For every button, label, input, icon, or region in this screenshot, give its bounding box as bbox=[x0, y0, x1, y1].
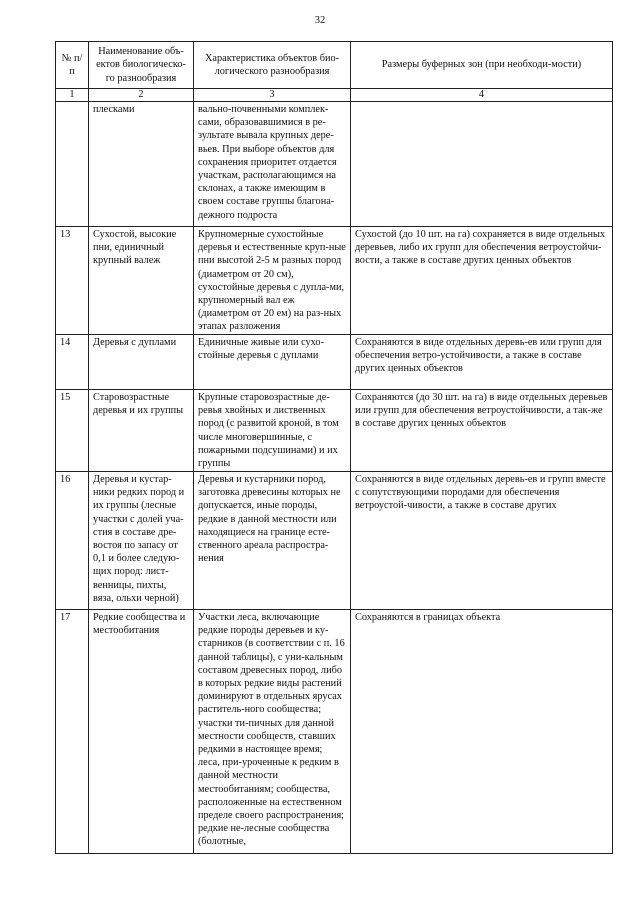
row-number bbox=[56, 102, 89, 227]
row-buffer-zone: Сохраняются (до 30 шт. на га) в виде отдельных деревьев или групп для обеспечения ветроустойчивости, а так-же в составе других ценных объектов bbox=[351, 390, 613, 472]
table-row bbox=[56, 390, 613, 472]
row-number: 15 bbox=[56, 390, 89, 472]
table-row bbox=[56, 472, 613, 610]
row-characteristic: Крупномерные сухостойные деревья и естественные круп-ные пни высотой 2-5 м разных пород (диаметром от 20 см), сухостойные деревья с дупла-ми, крупномерный вал еж (диаметром от 20 ем) на раз-ных этапах разложения bbox=[194, 227, 351, 335]
row-buffer-zone bbox=[351, 102, 613, 227]
row-number: 13 bbox=[56, 227, 89, 335]
column-number: 1 bbox=[56, 89, 89, 102]
table-row bbox=[56, 102, 613, 227]
row-characteristic: Единичные живые или сухо-стойные деревья с дуплами bbox=[194, 335, 351, 390]
row-object-name: Деревья с дуплами bbox=[89, 335, 194, 390]
row-buffer-zone: Сохраняются в виде отдельных деревь-ев и групп вместе с сопутствующими породами для обеспечения ветроустой-чивости, а также в составе других bbox=[351, 472, 613, 610]
row-number: 17 bbox=[56, 610, 89, 854]
table-row bbox=[56, 335, 613, 390]
column-number: 4 bbox=[351, 89, 613, 102]
row-object-name: плесками bbox=[89, 102, 194, 227]
row-characteristic: вально-почвенными комплек-сами, образовавшимися в ре-зультате вывала крупных дере-вьев. При выборе объектов для сохранения приоритет отдается участкам, располагающимся на склонах, а также имеющим в своем составе группы благона-дежного подроста bbox=[194, 102, 351, 227]
header-number: № п/п bbox=[56, 42, 89, 89]
row-object-name: Деревья и кустар-ники редких пород и их группы (лесные участки с долей уча-стия в составе дре-востоя по запасу от 0,1 и более следую-щих пород: лист-венницы, пихты, вяза, ольхи черной) bbox=[89, 472, 194, 610]
row-buffer-zone: Сохраняются в виде отдельных деревь-ев или групп для обеспечения ветро-устойчивости, а также в составе других ценных объектов bbox=[351, 335, 613, 390]
column-number-row bbox=[56, 89, 613, 102]
row-characteristic: Участки леса, включающие редкие породы деревьев и ку-старников (в соответствии с п. 16 данной таблицы), с уни-кальным составом древесных пород, либо в которых редкие виды растений доминируют в отдельных ярусах раститель-ного сообщества; участки ти-пичных для данной местности сообществ, ставших редкими в настоящее время; леса, при-уроченные к редким в данной местности местообитаниям; сообщества, расположенные на естественном пределе своего распространения; редкие не-лесные сообщества (болотные, bbox=[194, 610, 351, 854]
column-number: 2 bbox=[89, 89, 194, 102]
header-object-name: Наименование объ-ектов биологическо-го разнообразия bbox=[89, 42, 194, 89]
page-number: 32 bbox=[314, 15, 326, 26]
row-number: 14 bbox=[56, 335, 89, 390]
table-header-row bbox=[56, 42, 613, 89]
row-characteristic: Крупные старовозрастные де-ревья хвойных и лиственных пород (с развитой кроной, в том числе многовершинные, с пожарными подсушинами) и их группы bbox=[194, 390, 351, 472]
row-object-name: Сухостой, высокие пни, единичный крупный валеж bbox=[89, 227, 194, 335]
table-row bbox=[56, 610, 613, 854]
row-object-name: Старовозрастные деревья и их группы bbox=[89, 390, 194, 472]
row-characteristic: Деревья и кустарники пород, заготовка древесины которых не допускается, иные породы, редкие в данной местности или находящиеся на границе есте-ственного ареала распростра-нения bbox=[194, 472, 351, 610]
column-number: 3 bbox=[194, 89, 351, 102]
row-buffer-zone: Сухостой (до 10 шт. на га) сохраняется в виде отдельных деревьев, либо их групп для обеспечения ветроустойчи-вости, а также в составе других ценных объектов bbox=[351, 227, 613, 335]
table-row bbox=[56, 227, 613, 335]
header-characteristic: Характеристика объектов био-логического разнообразия bbox=[194, 42, 351, 89]
row-number: 16 bbox=[56, 472, 89, 610]
row-buffer-zone: Сохраняются в границах объекта bbox=[351, 610, 613, 854]
header-buffer-zone: Размеры буферных зон (при необходи-мости) bbox=[351, 42, 613, 89]
row-object-name: Редкие сообщества и местообитания bbox=[89, 610, 194, 854]
biodiversity-objects-table bbox=[55, 41, 613, 854]
